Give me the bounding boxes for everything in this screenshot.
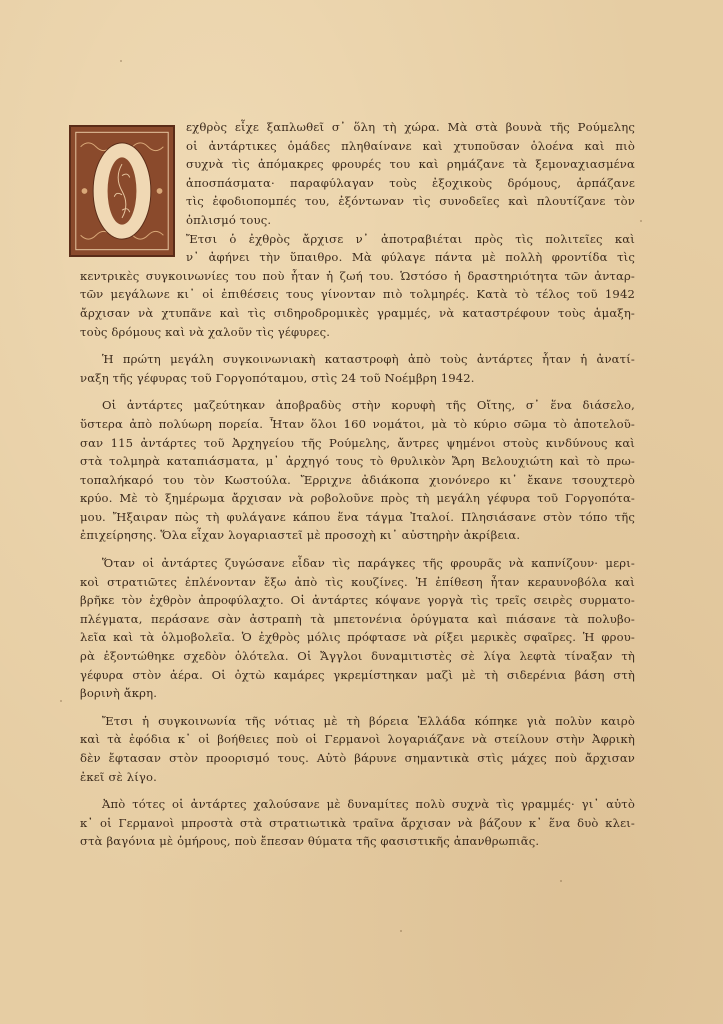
text-line: οἱ ἀντάρτικες ὁμάδες πληθαίνανε καὶ χτυποῦσαν ὁλοένα καὶ πιὸ bbox=[186, 138, 635, 153]
paragraph bbox=[80, 396, 635, 545]
text-line: κεντρικὲς συγκοινωνίες του ποὺ ἦταν ἡ ζωή του. Ὡστόσο ἡ δραστηριότητα τῶν ἀνταρ- bbox=[80, 268, 635, 283]
text-line: καὶ τὰ ἐφόδια κ᾽ οἱ βοήθειες ποὺ οἱ Γερμανοὶ λογαριάζανε νὰ στείλουν στὴν Ἀφρικὴ bbox=[80, 732, 635, 747]
paragraph bbox=[80, 795, 635, 851]
text-line: μου. Ἤξαιραν πὼς τὴ φυλάγανε κάπου ἕνα τάγμα Ἰταλοί. Πλησιάσανε στὸν τόπο τῆς bbox=[80, 509, 635, 524]
text-line: σαν 115 ἀντάρτες τοῦ Ἀρχηγείου τῆς Ρούμελης, ἄντρες ψημένοι στοὺς κινδύνους καὶ bbox=[80, 435, 635, 450]
text-line: ναξη τῆς γέφυρας τοῦ Γοργοπόταμου, στὶς 24 τοῦ Νοέμβρη 1942. bbox=[80, 370, 475, 385]
text-line: Οἱ ἀντάρτες μαζεύτηκαν ἀποβραδὺς στὴν κορυφὴ τῆς Οἴτης, σ᾽ ἕνα διάσελο, bbox=[102, 398, 635, 413]
text-line: ὁπλισμό τους. bbox=[186, 212, 272, 227]
paper-speck bbox=[400, 930, 402, 932]
text-line: τῶν μεγάλωνε κι᾽ οἱ ἐπιθέσεις τους γίνονταν πιὸ τολμηρές. Κατὰ τὸ τέλος τοῦ 1942 bbox=[80, 287, 635, 302]
text-line: τοὺς δρόμους καὶ νὰ χαλοῦν τὶς γέφυρες. bbox=[80, 324, 331, 339]
text-line: ἐκεῖ σὲ λίγο. bbox=[80, 769, 157, 784]
paper-speck bbox=[60, 700, 62, 702]
text-line: Ὅταν οἱ ἀντάρτες ζυγώσανε εἶδαν τὶς παράγκες τῆς φρουρᾶς νὰ καπνίζουν· μερι- bbox=[102, 556, 635, 571]
drop-cap-letter bbox=[71, 255, 72, 256]
paragraph bbox=[80, 230, 635, 342]
paragraph bbox=[80, 554, 635, 703]
text-line: ἄρχισαν νὰ χτυπᾶνε καὶ τὶς σιδηροδρομικὲς γραμμές, νὰ καταστρέφουν τοὺς ἁμαξη- bbox=[80, 305, 635, 320]
paragraph bbox=[80, 350, 635, 387]
paper-speck bbox=[560, 880, 562, 882]
text-line: βρῆκε τὸν ἐχθρὸν ἀπροφύλαχτο. Οἱ ἀντάρτες κόψανε γοργὰ τὶς τρεῖς σειρὲς συρματο- bbox=[80, 593, 635, 608]
paragraph bbox=[80, 118, 635, 230]
text-line: πλέγματα, περάσανε σὰν ἀστραπὴ τὰ μπετονένια ὀρύγματα καὶ πιάσανε τὰ πολυβο- bbox=[80, 611, 635, 626]
text-line: γέφυρα στὸν ἀέρα. Οἱ ὀχτὼ καμάρες γκρεμίστηκαν μαζὶ μὲ τὴ σιδερένια βάση στὴ bbox=[80, 667, 635, 682]
paragraph bbox=[80, 712, 635, 786]
text-line: συχνὰ τὶς ἀπόμακρες φρουρές του καὶ ρημάζανε τὰ ξεμοναχιασμένα bbox=[186, 157, 635, 172]
text-line: κοὶ στρατιῶτες ἐπλένονταν ἔξω ἀπὸ τὶς κουζίνες. Ἡ ἐπίθεση ἦταν κεραυνοβόλα καὶ bbox=[80, 574, 635, 589]
text-line: τοπαλήκαρό του τὸν Κωστούλα. Ἔρριχνε ἀδιάκοπα χιονόνερο κι᾽ ἔκανε τσουχτερὸ bbox=[80, 472, 635, 487]
text-line: στὰ βαγόνια μὲ ὁμήρους, ποὺ ἔπεσαν θύματα τῆς φασιστικῆς ἀπανθρωπιᾶς. bbox=[80, 834, 540, 849]
text-line: λεῖα καὶ τὰ ὁλμοβολεῖα. Ὁ ἐχθρὸς μόλις πρόφτασε νὰ ρίξει μερικὲς σφαῖρες. Ἡ φρου- bbox=[80, 630, 635, 645]
body-text bbox=[80, 118, 635, 851]
text-line: κ᾽ οἱ Γερμανοὶ μπροστὰ στὰ στρατιωτικὰ τραῖνα ἄρχισαν νὰ βάζουν κ᾽ ἕνα δυὸ κλει- bbox=[80, 815, 635, 830]
text-line: βορινὴ ἄκρη. bbox=[80, 686, 158, 701]
text-line: ἀποσπάσματα· παραφύλαγαν τοὺς ἐξοχικοὺς δρόμους, ἁρπάζανε bbox=[186, 175, 635, 190]
text-line: ὕστερα ἀπὸ πολύωρη πορεία. Ἦταν ὅλοι 160 νομάτοι, μὰ τὸ κύριο σῶμα τὸ ἀποτελοῦ- bbox=[80, 416, 635, 431]
text-line: ἐπιχείρησης. Ὅλα εἶχαν λογαριαστεῖ μὲ προσοχὴ κι᾽ αὐστηρὴν ἀκρίβεια. bbox=[80, 528, 521, 543]
text-line: Ἀπὸ τότες οἱ ἀντάρτες χαλούσανε μὲ δυναμίτες πολὺ συχνὰ τὶς γραμμές· γι᾽ αὐτὸ bbox=[102, 797, 635, 812]
text-line: Ἡ πρώτη μεγάλη συγκοινωνιακὴ καταστροφὴ ἀπὸ τοὺς ἀντάρτες ἦταν ἡ ἀνατί- bbox=[102, 352, 635, 367]
text-line: εχθρὸς εἶχε ξαπλωθεῖ σ᾽ ὅλη τὴ χώρα. Μὰ στὰ βουνὰ τῆς Ρούμελης bbox=[186, 120, 635, 134]
text-line: στὰ τολμηρὰ καταπιάσματα, μ᾽ ἀρχηγό τους τὸ θρυλικὸν Ἄρη Βελουχιώτη καὶ τὸ πρω- bbox=[80, 454, 635, 469]
text-line: Ἔτσι ὁ ἐχθρὸς ἄρχισε ν᾽ ἀποτραβιέται πρὸς τὶς πολιτεῖες καὶ bbox=[186, 231, 635, 246]
text-line: ρὰ ἐξοντώθηκε σχεδὸν ὁλότελα. Οἱ Ἄγγλοι δυναμιτιστὲς σὲ λίγα λεφτὰ τίναξαν τὴ bbox=[80, 649, 635, 664]
paper-speck bbox=[640, 220, 642, 222]
text-line: κρύο. Μὲ τὸ ξημέρωμα ἄρχισαν νὰ ροβολοῦνε πρὸς τὴ μεγάλη γέφυρα τοῦ Γοργοπότα- bbox=[80, 491, 635, 506]
text-line: ν᾽ ἀφήνει τὴν ὕπαιθρο. Μὰ φύλαγε πάντα μὲ πολλὴ φροντίδα τὶς bbox=[186, 250, 635, 265]
text-line: δὲν ἔφτασαν στὸν προορισμό τους. Αὐτὸ βάρυνε σημαντικὰ στὶς μάχες ποὺ ἄρχισαν bbox=[80, 751, 635, 765]
text-line: τὶς ἐφοδιοπομπές του, ἐξόντωναν τὶς συνοδεῖες καὶ πλουτίζανε τὸν bbox=[186, 194, 635, 209]
text-line: Ἔτσι ἡ συγκοινωνία τῆς νότιας μὲ τὴ βόρεια Ἑλλάδα κόπηκε γιὰ πολὺν καιρὸ bbox=[102, 713, 635, 728]
paper-speck bbox=[120, 60, 122, 62]
